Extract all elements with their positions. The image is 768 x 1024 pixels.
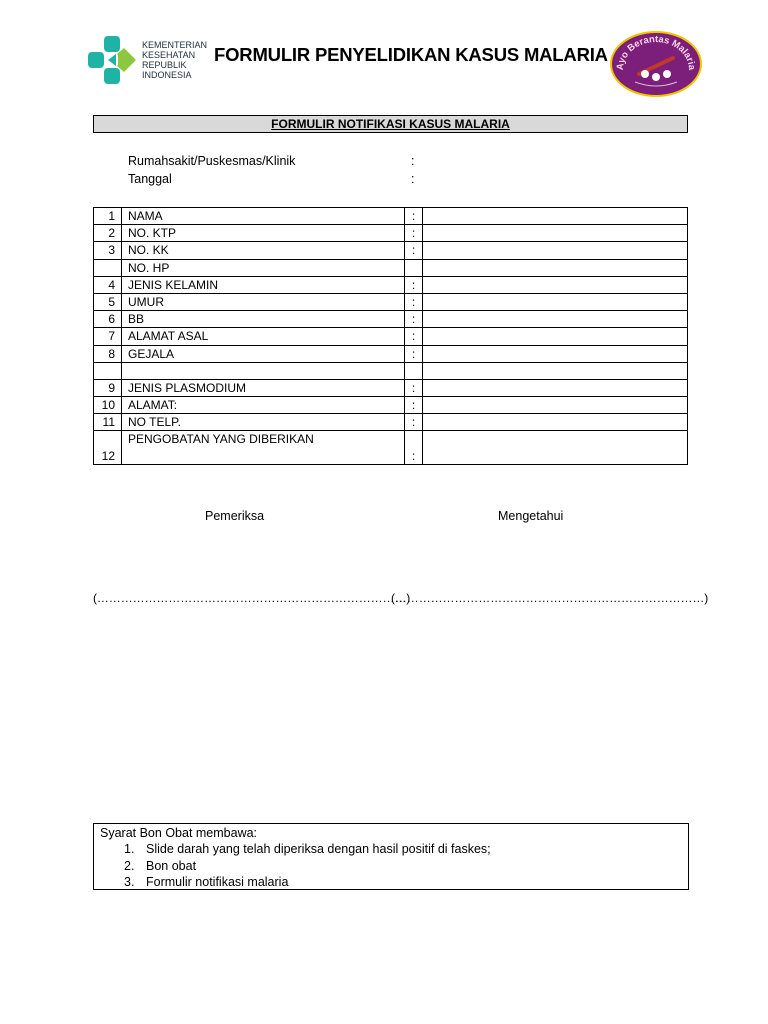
table-row — [94, 431, 688, 465]
table-row — [94, 276, 688, 293]
requirements-heading: Syarat Bon Obat membawa: — [100, 826, 258, 840]
row-number — [94, 362, 122, 379]
row-colon: : — [405, 311, 423, 328]
row-label — [122, 362, 405, 379]
row-value-field[interactable] — [423, 208, 688, 225]
row-number: 11 — [94, 414, 122, 431]
row-colon — [405, 362, 423, 379]
row-number: 1 — [94, 208, 122, 225]
table-row — [94, 328, 688, 345]
row-label: UMUR — [122, 293, 405, 310]
requirements-box — [93, 823, 689, 890]
table-row — [94, 379, 688, 396]
page-title: FORMULIR PENYELIDIKAN KASUS MALARIA — [214, 44, 608, 65]
row-colon: : — [405, 345, 423, 362]
row-label: NO. KTP — [122, 225, 405, 242]
row-value-field[interactable] — [423, 414, 688, 431]
row-value-field[interactable] — [423, 225, 688, 242]
form-section-title: FORMULIR NOTIFIKASI KASUS MALARIA — [93, 115, 688, 133]
badge-text: Ayo Berantas Malaria — [614, 33, 698, 71]
row-number — [94, 259, 122, 276]
facility-colon: : — [411, 154, 415, 168]
table-row — [94, 293, 688, 310]
row-label: BB — [122, 311, 405, 328]
row-colon: : — [405, 242, 423, 259]
row-value-field[interactable] — [423, 242, 688, 259]
requirement-item — [100, 858, 682, 874]
requirement-item — [100, 874, 682, 890]
table-row — [94, 397, 688, 414]
row-number: 7 — [94, 328, 122, 345]
row-colon: : — [405, 276, 423, 293]
row-colon: : — [405, 379, 423, 396]
table-row — [94, 208, 688, 225]
row-value-field[interactable] — [423, 276, 688, 293]
row-label: PENGOBATAN YANG DIBERIKAN — [122, 431, 405, 465]
row-value-field[interactable] — [423, 293, 688, 310]
row-label: ALAMAT: — [122, 397, 405, 414]
row-colon: : — [405, 328, 423, 345]
approver-signature-line: (……………………………………………………………………) — [391, 591, 709, 605]
date-label: Tanggal — [128, 172, 172, 186]
row-colon: : — [405, 431, 423, 465]
row-value-field[interactable] — [423, 328, 688, 345]
row-number: 4 — [94, 276, 122, 293]
row-colon: : — [405, 225, 423, 242]
table-row — [94, 362, 688, 379]
row-number: 3 — [94, 242, 122, 259]
row-value-field[interactable] — [423, 379, 688, 396]
row-label: JENIS KELAMIN — [122, 276, 405, 293]
requirement-text: Bon obat — [146, 858, 197, 873]
row-number: 12 — [94, 431, 122, 465]
row-number: 9 — [94, 379, 122, 396]
examiner-signature-line: (……………………………………………………………………) — [93, 591, 411, 605]
facility-label: Rumahsakit/Puskesmas/Klinik — [128, 154, 296, 168]
patient-data-table — [93, 207, 688, 465]
row-number: 2 — [94, 225, 122, 242]
row-colon — [405, 259, 423, 276]
requirement-number: 2. — [124, 858, 135, 873]
row-colon: : — [405, 208, 423, 225]
table-row — [94, 311, 688, 328]
row-value-field[interactable] — [423, 397, 688, 414]
row-colon: : — [405, 414, 423, 431]
row-number: 5 — [94, 293, 122, 310]
row-colon: : — [405, 293, 423, 310]
requirement-number: 1. — [124, 842, 135, 857]
row-value-field[interactable] — [423, 431, 688, 465]
row-label: NO. KK — [122, 242, 405, 259]
row-label: GEJALA — [122, 345, 405, 362]
row-value-field[interactable] — [423, 362, 688, 379]
table-row — [94, 414, 688, 431]
requirement-item — [100, 841, 682, 857]
approver-label: Mengetahui — [498, 509, 564, 523]
row-number: 10 — [94, 397, 122, 414]
ministry-name: KEMENTERIAN KESEHATAN REPUBLIK INDONESIA — [142, 40, 208, 80]
row-colon: : — [405, 397, 423, 414]
kemenkes-logo-icon — [86, 34, 138, 86]
row-value-field[interactable] — [423, 311, 688, 328]
requirement-number: 3. — [124, 874, 135, 889]
row-value-field[interactable] — [423, 259, 688, 276]
ayo-berantas-malaria-badge-icon — [609, 30, 703, 98]
table-row — [94, 345, 688, 362]
table-row — [94, 225, 688, 242]
row-value-field[interactable] — [423, 345, 688, 362]
row-number: 8 — [94, 345, 122, 362]
table-row — [94, 259, 688, 276]
requirement-text: Slide darah yang telah diperiksa dengan hasil positif di faskes; — [146, 842, 491, 857]
row-label: JENIS PLASMODIUM — [122, 379, 405, 396]
row-number: 6 — [94, 311, 122, 328]
examiner-label: Pemeriksa — [205, 509, 265, 523]
requirement-text: Formulir notifikasi malaria — [146, 874, 289, 889]
row-label: NO. HP — [122, 259, 405, 276]
table-row — [94, 242, 688, 259]
row-label: NAMA — [122, 208, 405, 225]
row-label: ALAMAT ASAL — [122, 328, 405, 345]
row-label: NO TELP. — [122, 414, 405, 431]
date-colon: : — [411, 172, 415, 186]
